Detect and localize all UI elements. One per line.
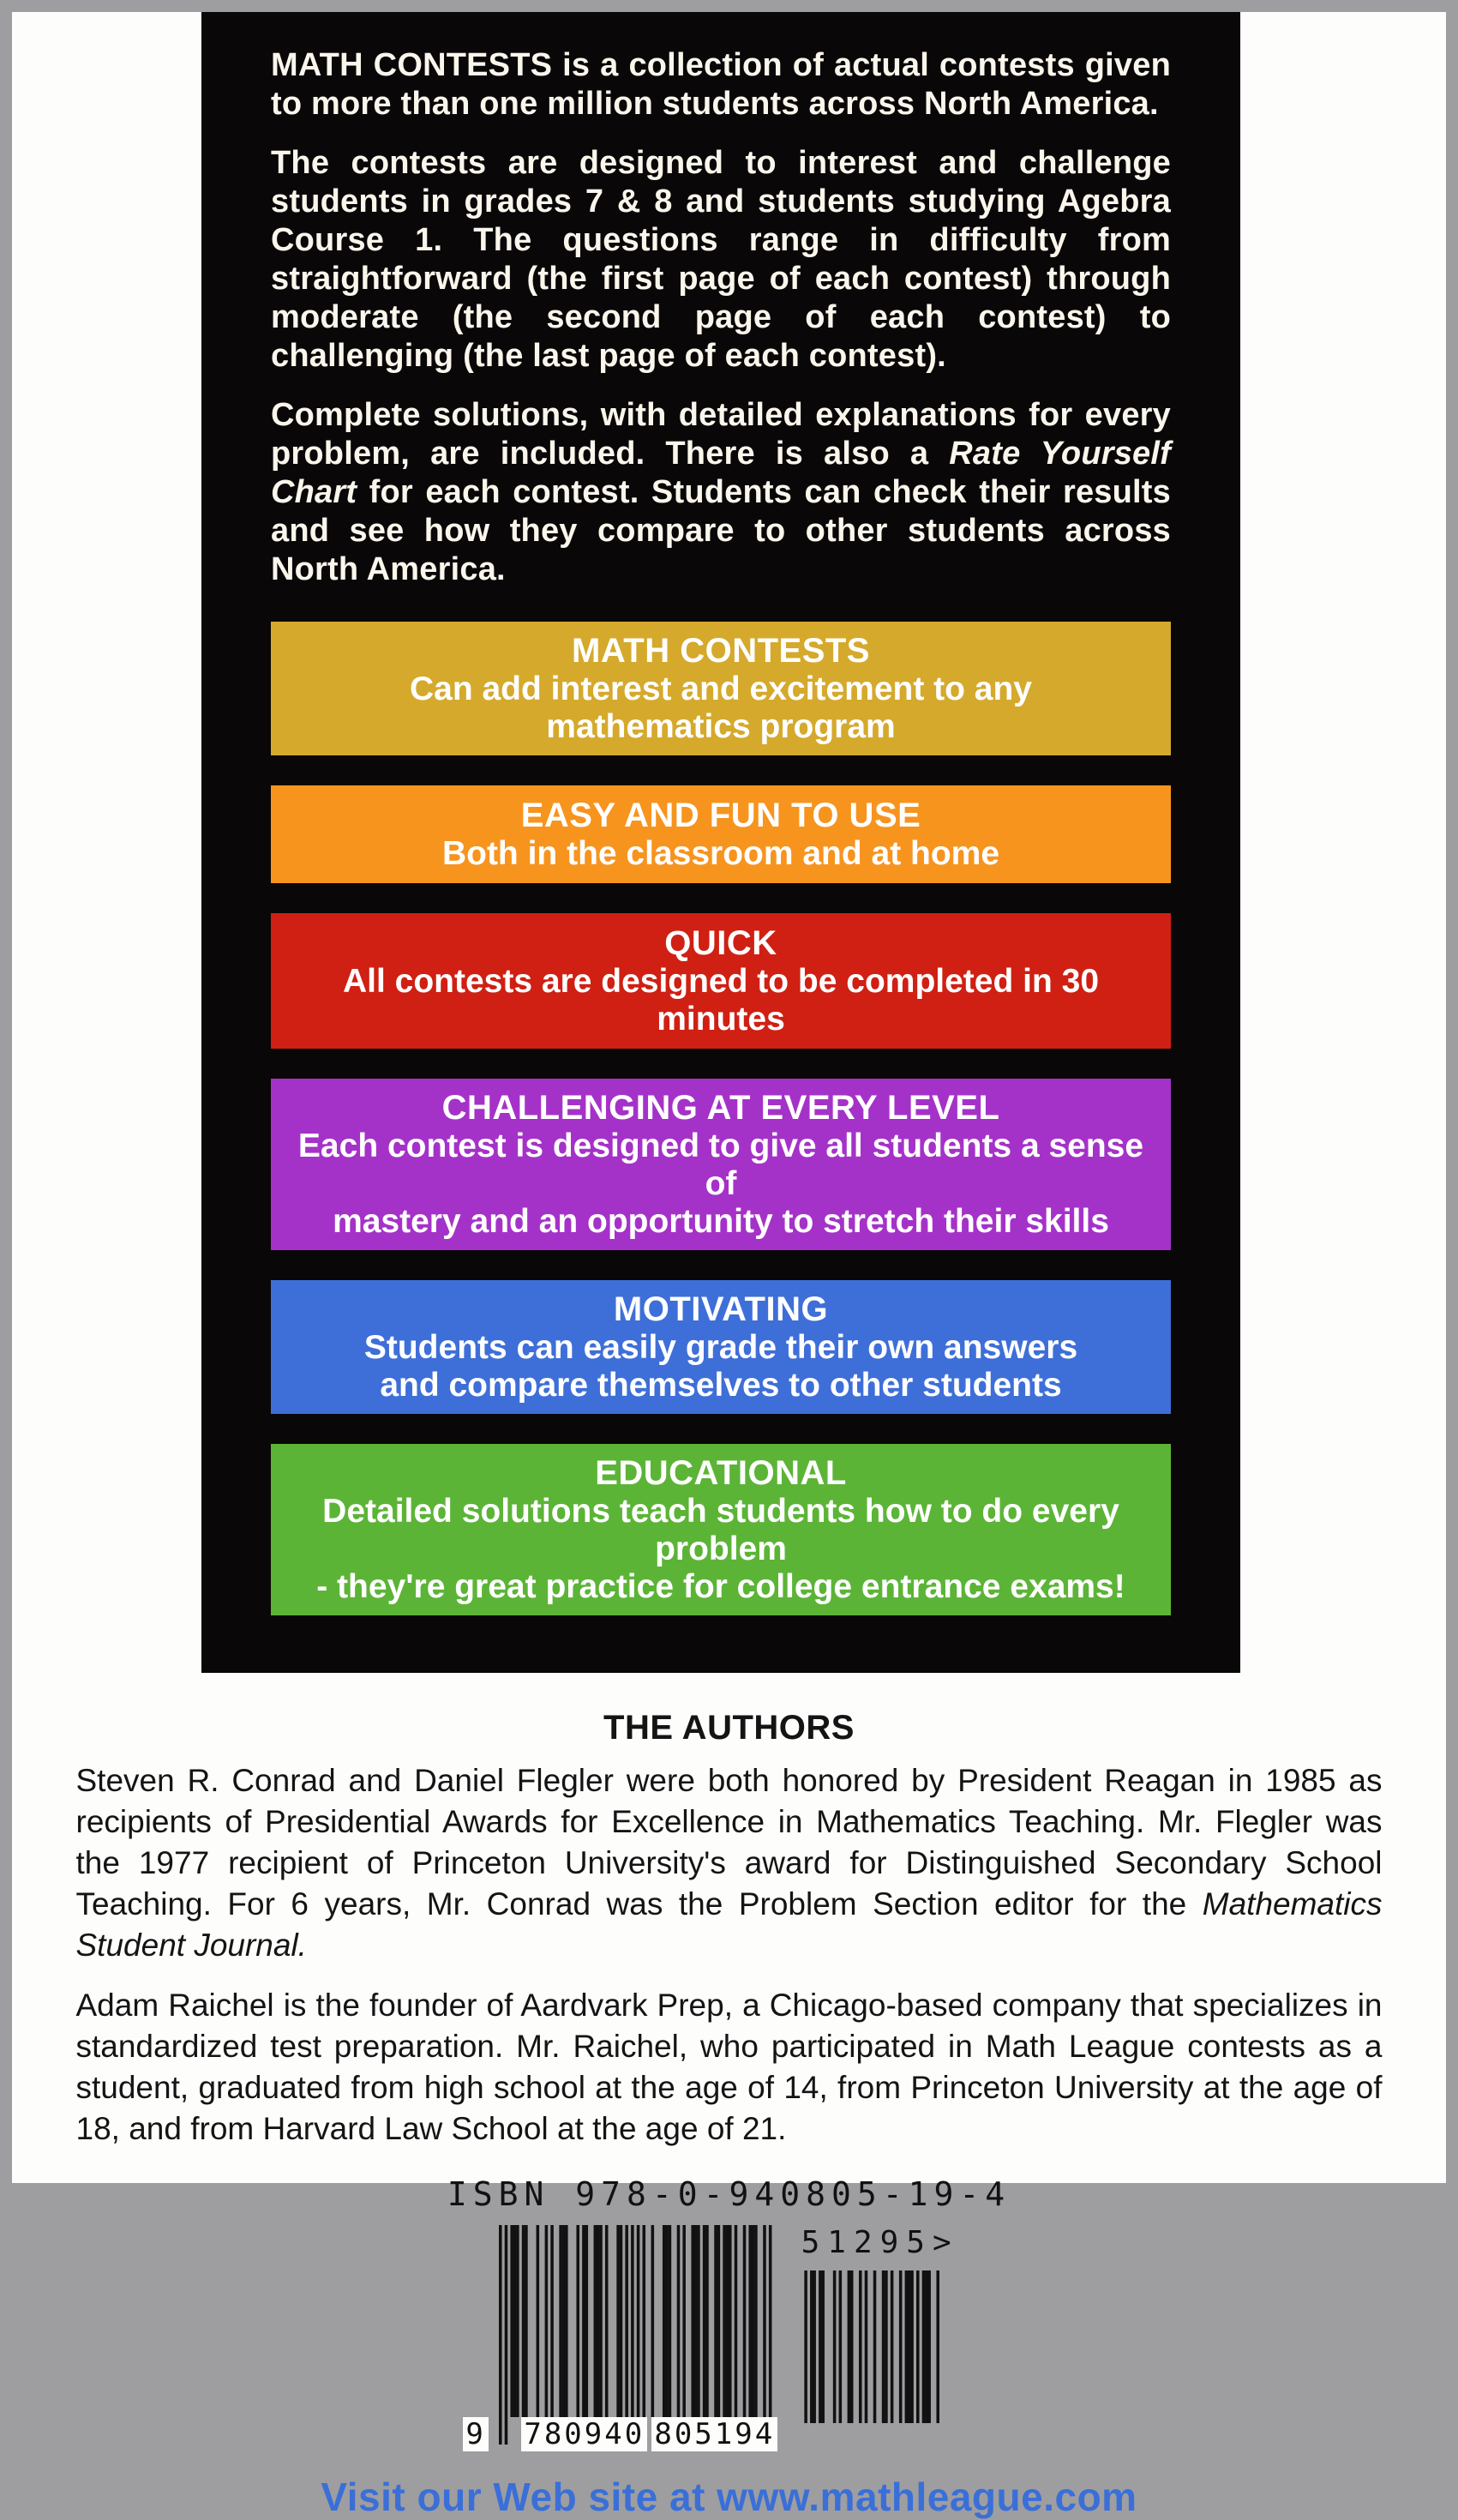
ean5-bars	[801, 2270, 939, 2423]
band-title: QUICK	[664, 924, 777, 962]
band-line: Can add interest and excitement to any	[409, 671, 1032, 707]
feature-band-educational	[271, 1444, 1171, 1615]
band-line: Detailed solutions teach students how to do every problem	[322, 1493, 1119, 1567]
website-line: Visit our Web site at www.mathleague.com	[321, 2475, 1137, 2519]
intro-paragraph-1: MATH CONTESTS is a collection of actual contests given to more than one million students across North America.	[271, 47, 1171, 122]
barcode-row	[12, 2225, 1446, 2451]
band-title: MATH CONTESTS	[572, 632, 870, 670]
barcode-digits-right: 805194	[651, 2417, 777, 2451]
barcode-digit-system: 9	[463, 2417, 488, 2451]
band-line: - they're great practice for college entrance exams!	[316, 1568, 1125, 1605]
ean13-barcode	[465, 2225, 776, 2451]
authors-paragraph-2: Adam Raichel is the founder of Aardvark Prep, a Chicago-based company that specializes in standardized test preparation. Mr. Raichel, who participated in Math League contests as a student, graduated from high school at the age of 14, from Princeton University at the age of 18, and from Harvard Law School at the age of 21.	[75, 1988, 1383, 2146]
authors-heading: THE AUTHORS	[603, 1709, 855, 1747]
authors-paragraph-1	[76, 1760, 1383, 1966]
isbn-number: ISBN 978-0-940805-19-4	[447, 2175, 1011, 2213]
feature-band-math-contests	[271, 622, 1171, 755]
rate-yourself-chart-italic: Rate Yourself Chart	[271, 436, 1171, 510]
book-page	[12, 12, 1446, 2519]
feature-band-challenging	[271, 1079, 1171, 1250]
price-code: 51295>	[801, 2225, 959, 2260]
band-line: and compare themselves to other students	[380, 1367, 1062, 1404]
band-line: mastery and an opportunity to stretch their skills	[333, 1203, 1109, 1240]
isbn-block	[12, 2175, 1446, 2451]
ean5-addon-barcode	[801, 2225, 959, 2423]
authors-section	[76, 1709, 1383, 2150]
band-title: EDUCATIONAL	[595, 1454, 847, 1492]
barcode-digits-left: 780940	[521, 2417, 647, 2451]
band-title: EASY AND FUN TO USE	[520, 797, 921, 834]
band-title: CHALLENGING AT EVERY LEVEL	[441, 1089, 1000, 1127]
feature-band-easy-fun	[271, 785, 1171, 883]
authors-1-text: Steven R. Conrad and Daniel Flegler were both honored by President Reagan in 1985 as recipients of Presidential Awards for Excellence in Mathematics Teaching. Mr. Flegler was the 1977 recipient of Princeton University's award for Distinguished Secondary School Teaching. For 6 years, Mr. Conrad was the Problem Section editor for the	[75, 1763, 1383, 1922]
band-line: Students can easily grade their own answers	[363, 1329, 1078, 1366]
journal-title-italic: Mathematics Student Journal.	[75, 1886, 1383, 1963]
ean13-bars	[499, 2225, 771, 2445]
cover-panel	[201, 12, 1240, 1673]
band-title: MOTIVATING	[613, 1290, 829, 1328]
band-line: All contests are designed to be completed in 30 minutes	[342, 963, 1100, 1037]
feature-band-motivating	[271, 1280, 1171, 1414]
intro-paragraph-3	[271, 396, 1171, 589]
feature-band-quick	[271, 913, 1171, 1049]
band-line: Each contest is designed to give all students a sense of	[297, 1128, 1144, 1202]
band-line: mathematics program	[546, 708, 896, 745]
intro-paragraph-2: The contests are designed to interest and challenge students in grades 7 & 8 and students studying Agebra Course 1. The questions range in difficulty from straightforward (the first page of each contest) through moderate (the second page of each contest) to challenging (the last page of each contest).	[271, 145, 1171, 374]
band-line: Both in the classroom and at home	[441, 835, 1000, 872]
intro-3-text-end: for each contest. Students can check their results and see how they compare to other students across North America.	[271, 474, 1171, 587]
intro-3-text: Complete solutions, with detailed explanations for every problem, are included. There is also a	[271, 397, 1171, 472]
